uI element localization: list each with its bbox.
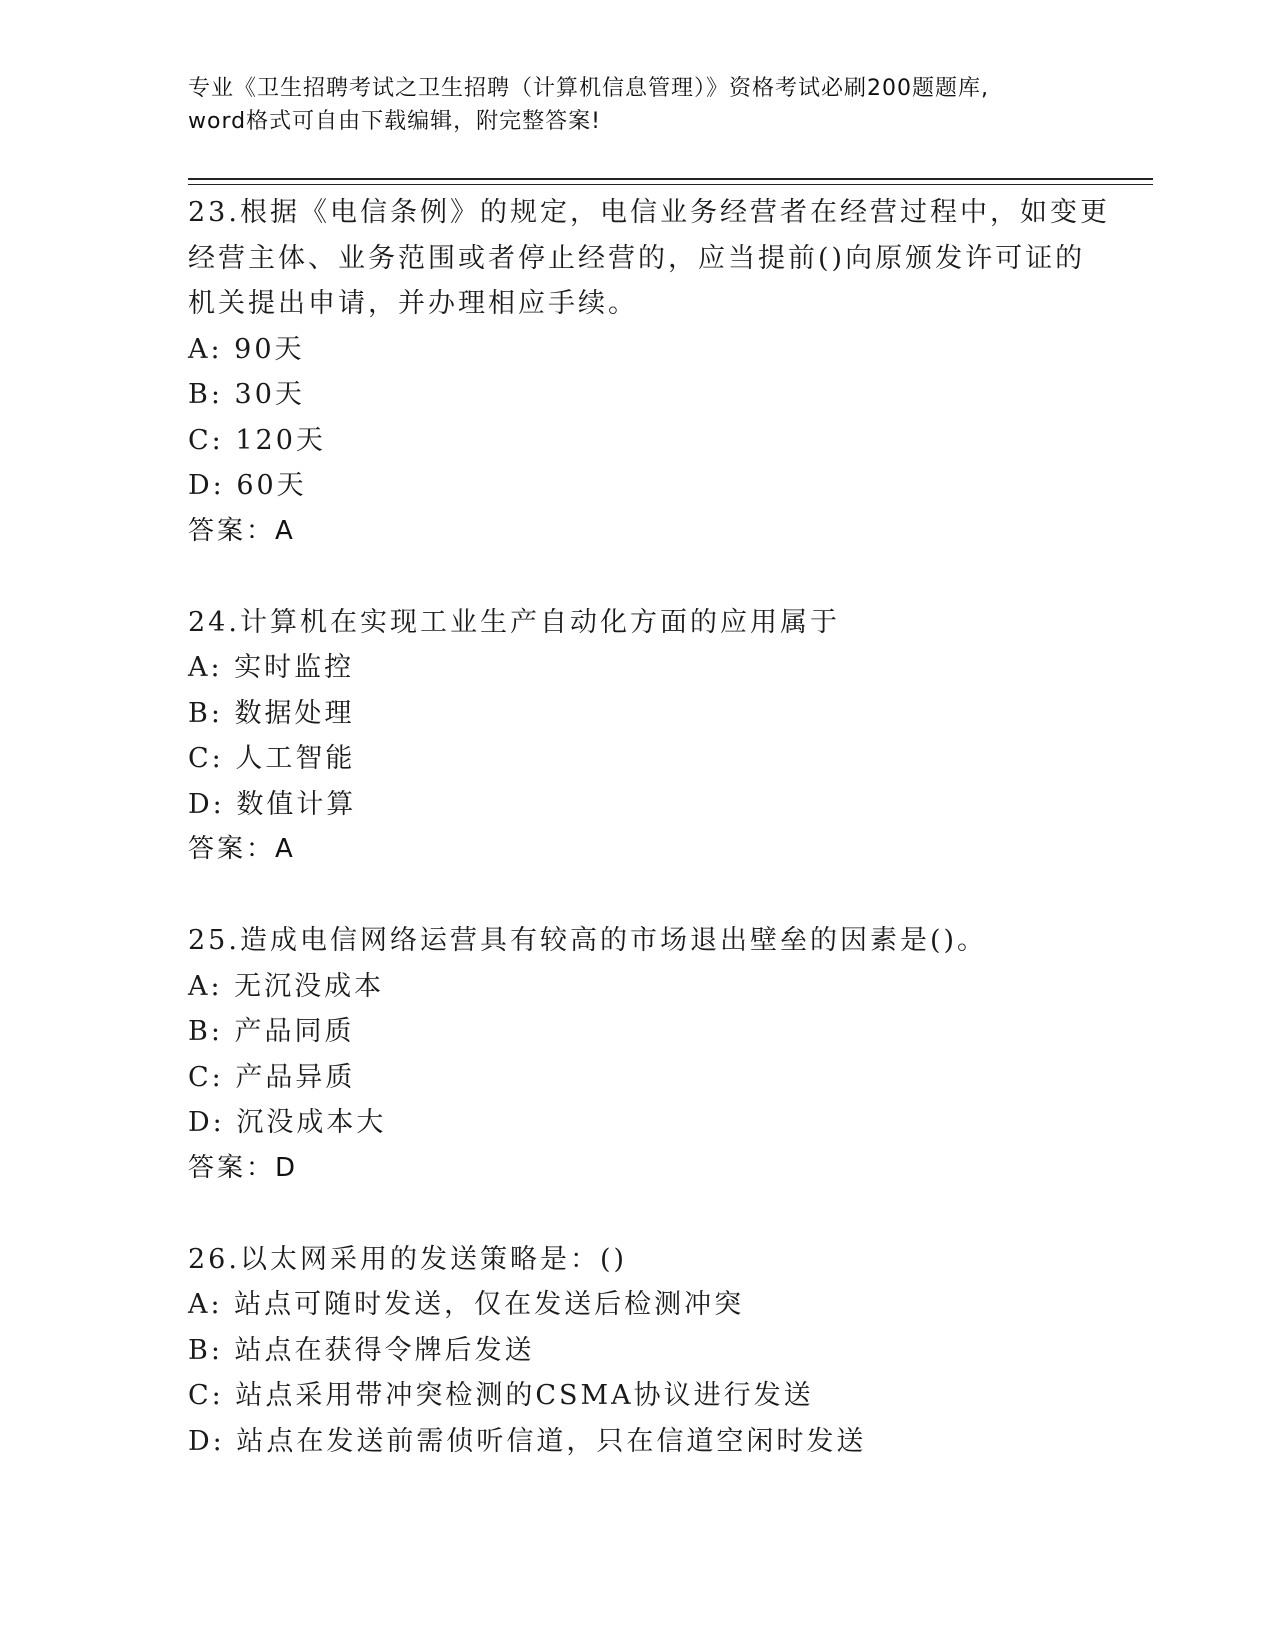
question-item	[188, 918, 1088, 1191]
option-d: D: 沉没成本大	[188, 1107, 387, 1138]
question-item	[188, 190, 1110, 554]
question-item	[188, 600, 1088, 873]
question-list	[188, 190, 1110, 1464]
option-b: B: 站点在获得令牌后发送	[188, 1334, 535, 1366]
option-a: A: 实时监控	[188, 652, 355, 683]
option-b: B: 数据处理	[188, 697, 355, 729]
option-a: A: 站点可随时发送，仅在发送后检测冲突	[188, 1289, 745, 1320]
option-b: B: 产品同质	[188, 1016, 355, 1047]
question-text: 机关提出申请，并办理相应手续。	[188, 288, 638, 319]
question-text: 23.根据《电信条例》的规定，电信业务经营者在经营过程中，如变更	[188, 197, 1110, 228]
option-d: D: 60天	[188, 470, 307, 501]
question-text: 25.造成电信网络运营具有较高的市场退出壁垒的因素是()。	[188, 925, 988, 956]
option-c: C: 站点采用带冲突检测的CSMA协议进行发送	[188, 1380, 814, 1411]
question-text: 26.以太网采用的发送策略是：()	[188, 1243, 628, 1275]
answer-line: 答案：D	[188, 1152, 299, 1183]
question-item	[188, 1237, 1088, 1465]
answer-line: 答案：A	[188, 834, 296, 864]
answer-line: 答案：A	[188, 515, 296, 546]
question-text: 24.计算机在实现工业生产自动化方面的应用属于	[188, 606, 840, 638]
option-c: C: 产品异质	[188, 1061, 356, 1093]
option-d: D: 站点在发送前需侦听信道，只在信道空闲时发送	[188, 1425, 867, 1457]
option-a: A: 无沉没成本	[188, 970, 385, 1002]
header-divider-thin	[188, 184, 1153, 185]
header-divider-thick	[188, 178, 1153, 180]
header-title-line: 专业《卫生招聘考试之卫生招聘（计算机信息管理）》资格考试必刷200题题库,	[188, 76, 989, 101]
option-a: A: 90天	[188, 333, 305, 365]
option-d: D: 数值计算	[188, 788, 357, 820]
question-spacer	[188, 873, 1088, 919]
question-spacer	[188, 1191, 1088, 1237]
question-spacer	[188, 554, 1088, 600]
header-subtitle-line: word格式可自由下载编辑，附完整答案!	[188, 109, 601, 134]
option-c: C: 120天	[188, 424, 326, 456]
question-text: 经营主体、业务范围或者停止经营的，应当提前()向原颁发许可证的	[188, 242, 1086, 274]
document-header	[188, 72, 1068, 138]
option-b: B: 30天	[188, 379, 305, 410]
option-c: C: 人工智能	[188, 743, 356, 774]
